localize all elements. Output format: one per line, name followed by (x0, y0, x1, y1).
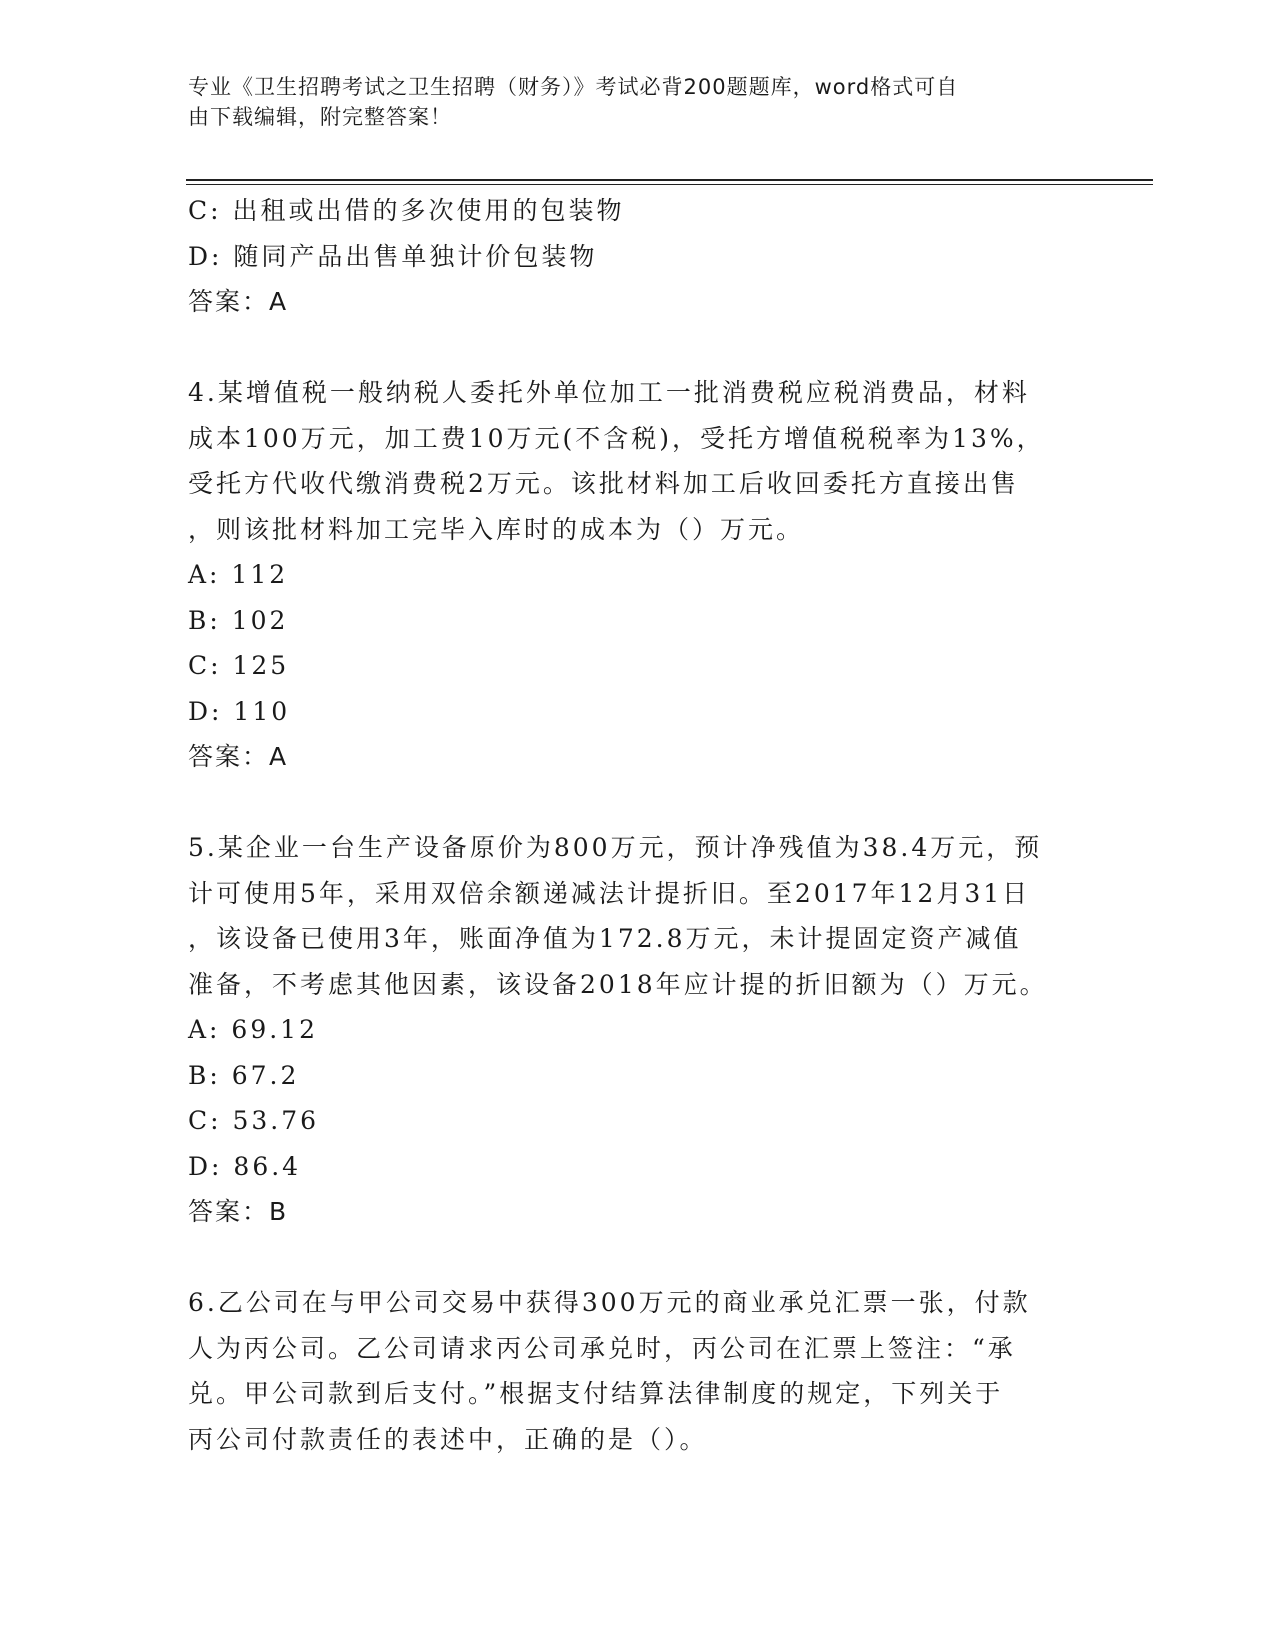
question-4-stem: ，则该批材料加工完毕入库时的成本为（）万元。 (188, 514, 805, 544)
option-d: D: 随同产品出售单独计价包装物 (188, 241, 598, 271)
option-d: D: 86.4 (188, 1151, 302, 1181)
spacer (188, 325, 1068, 371)
question-6-stem: 6.乙公司在与甲公司交易中获得300万元的商业承兑汇票一张，付款 (188, 1288, 1031, 1317)
option-c: C: 125 (188, 651, 290, 680)
header-divider-thin (186, 184, 1153, 185)
option-c: C: 出租或出借的多次使用的包装物 (188, 196, 625, 225)
question-6-stem: 人为丙公司。乙公司请求丙公司承兑时，丙公司在汇票上签注：“承 (188, 1333, 1016, 1363)
spacer (188, 1235, 1068, 1281)
option-a: A: 112 (188, 560, 289, 589)
question-4-stem: 4.某增值税一般纳税人委托外单位加工一批消费税应税消费品，材料 (188, 378, 1030, 407)
question-list (188, 188, 1068, 1462)
question-6-stem: 兑。甲公司款到后支付。”根据支付结算法律制度的规定，下列关于 (188, 1379, 1004, 1408)
spacer (188, 780, 1068, 826)
document-header (188, 72, 1068, 132)
option-a: A: 69.12 (188, 1015, 318, 1044)
header-line: 由下载编辑，附完整答案！ (188, 105, 452, 129)
question-5-stem: 计可使用5年，采用双倍余额递减法计提折旧。至2017年12月31日 (188, 878, 1031, 908)
option-c: C: 53.76 (188, 1106, 320, 1135)
question-5-stem: 准备，不考虑其他因素，该设备2018年应计提的折旧额为（）万元。 (188, 969, 1048, 999)
question-4-stem: 成本100万元，加工费10万元(不含税)，受托方增值税税率为13%， (188, 423, 1045, 453)
option-b: B: 67.2 (188, 1060, 300, 1090)
header-line: 专业《卫生招聘考试之卫生招聘（财务）》考试必背200题题库，word格式可自 (188, 75, 959, 99)
option-d: D: 110 (188, 696, 291, 726)
option-b: B: 102 (188, 605, 289, 635)
question-6-stem: 丙公司付款责任的表述中，正确的是（）。 (188, 1424, 708, 1454)
answer-line: 答案：A (188, 287, 289, 316)
question-5-stem: ，该设备已使用3年，账面净值为172.8万元，未计提固定资产减值 (188, 924, 1022, 953)
header-divider (186, 179, 1153, 181)
question-5-stem: 5.某企业一台生产设备原价为800万元，预计净残值为38.4万元，预 (188, 833, 1043, 862)
answer-line: 答案：B (188, 1197, 289, 1226)
question-4-stem: 受托方代收代缴消费税2万元。该批材料加工后收回委托方直接出售 (188, 469, 1019, 498)
answer-line: 答案：A (188, 742, 289, 771)
